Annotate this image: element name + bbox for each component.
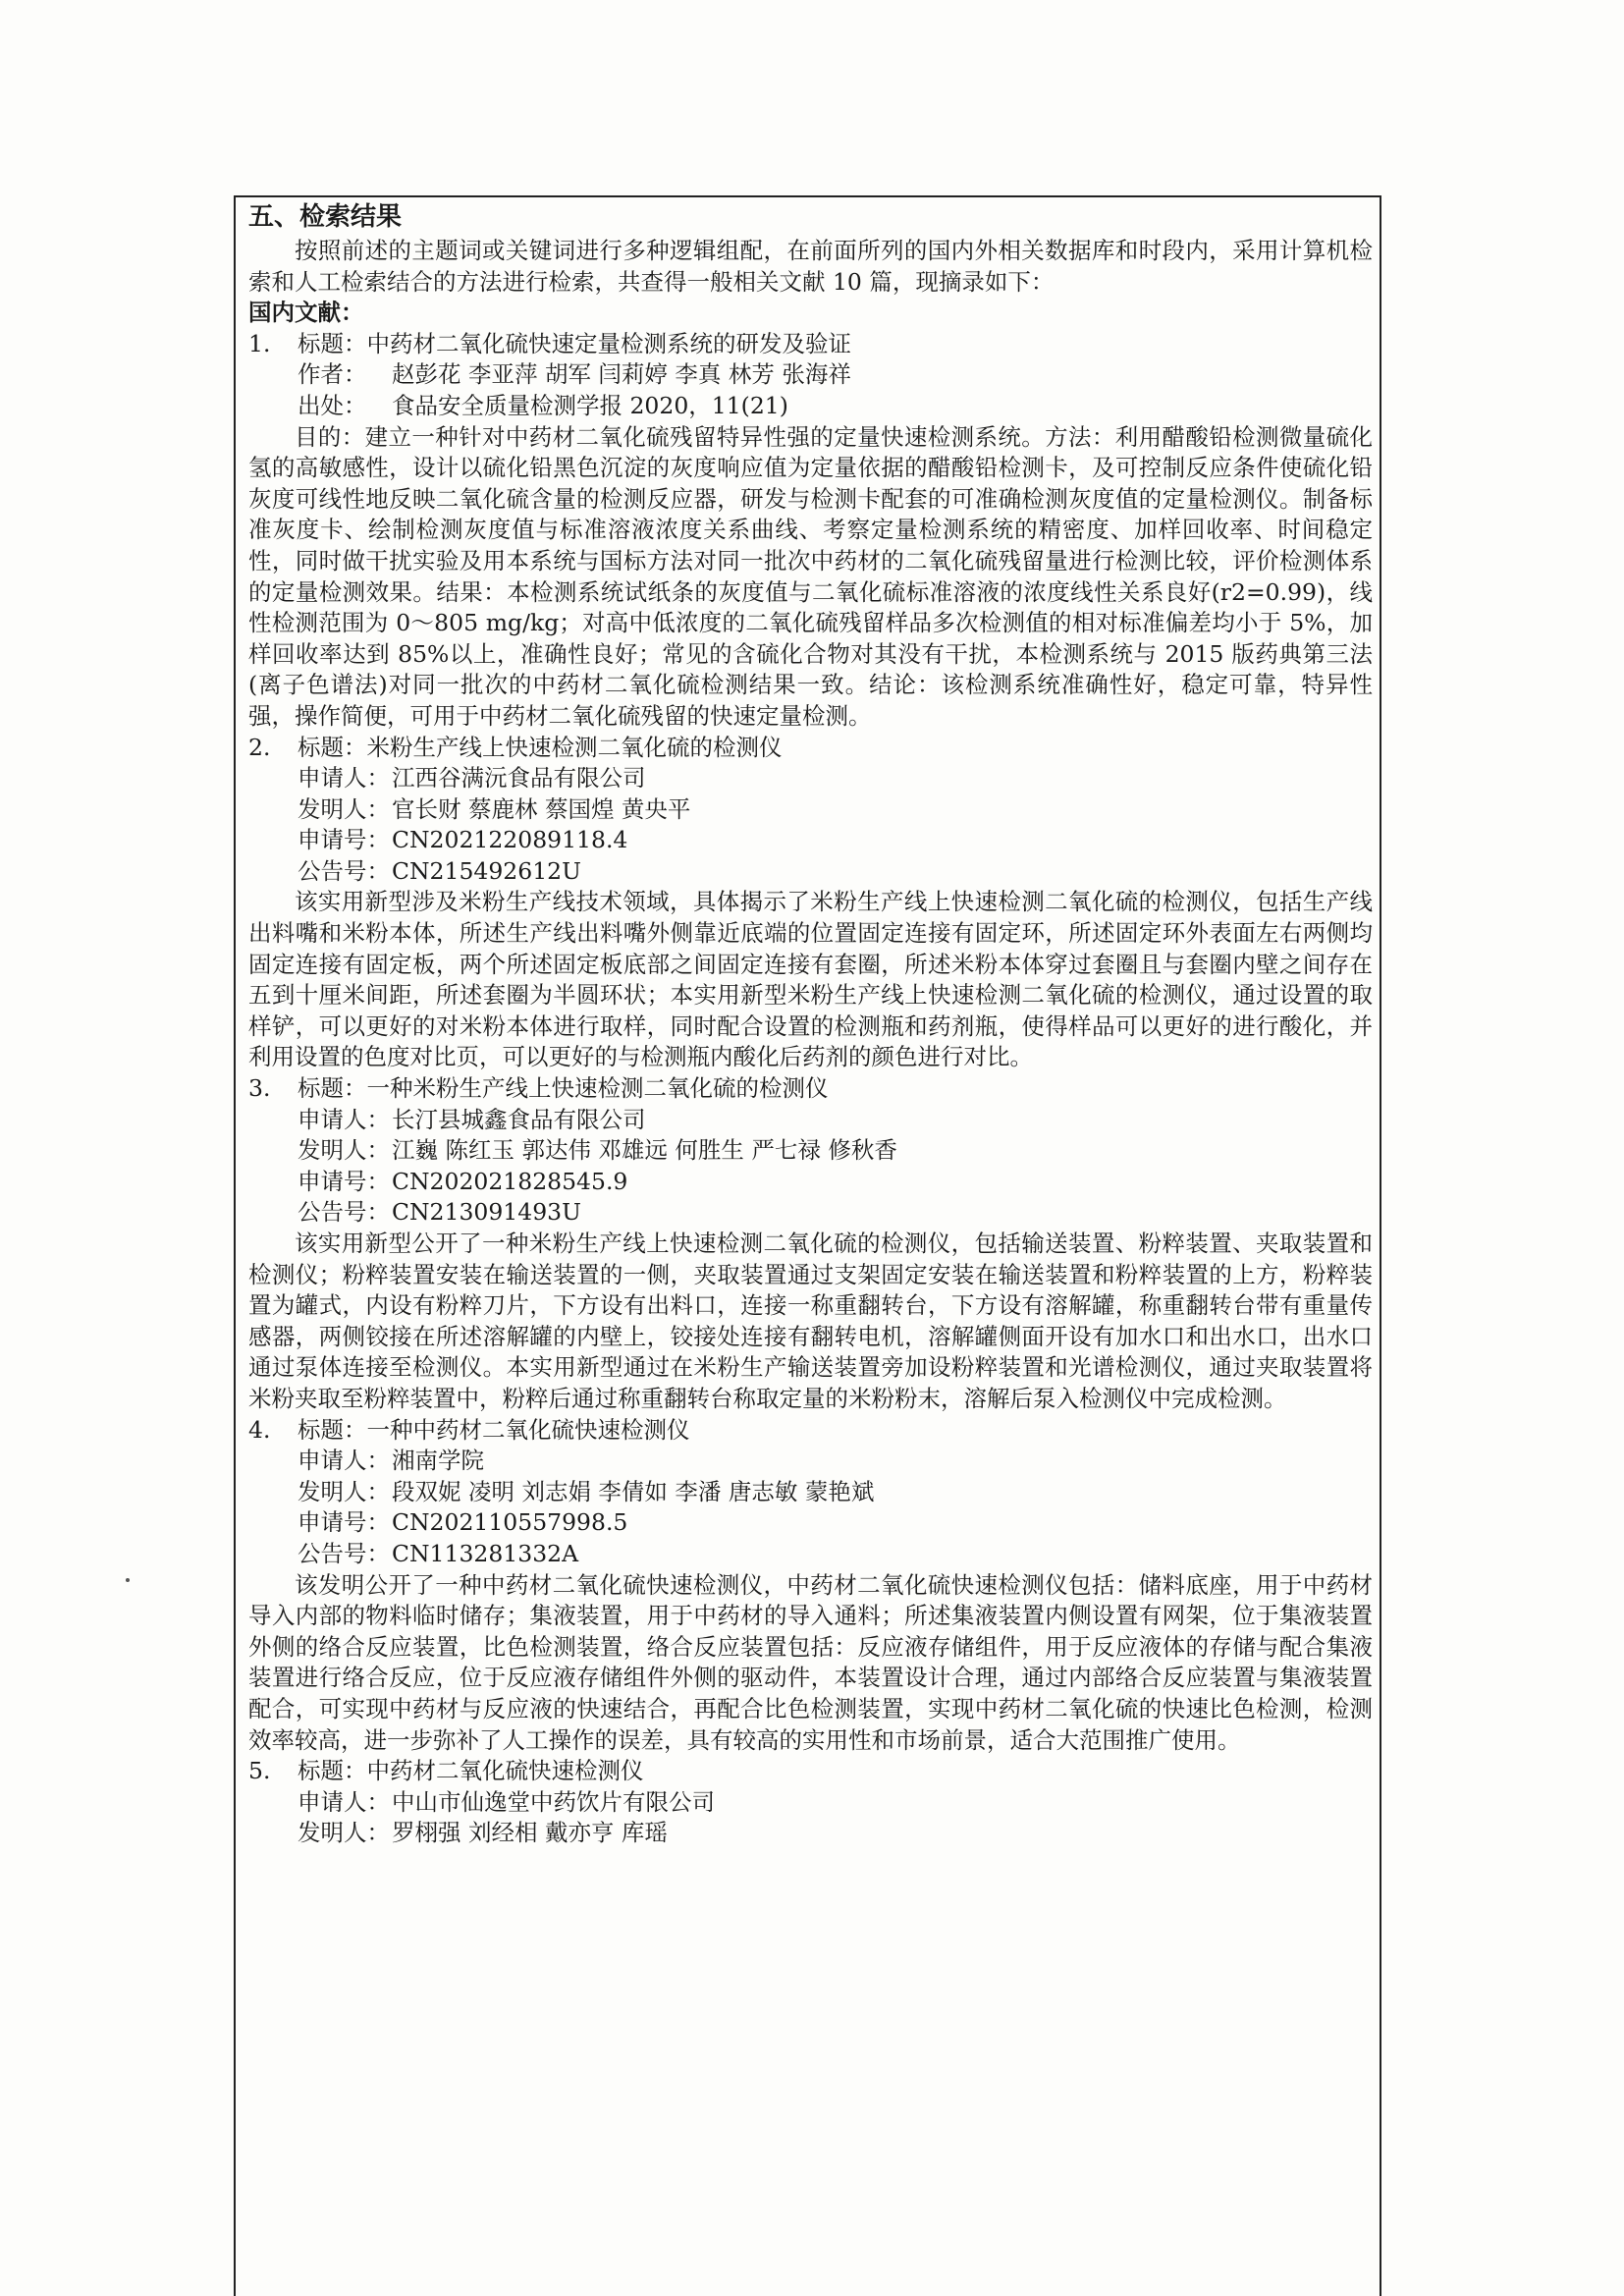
entry-abstract: 目的：建立一种针对中药材二氧化硫残留特异性强的定量快速检测系统。方法：利用醋酸铅检测微量硫化氢的高敏感性，设计以硫化铅黑色沉淀的灰度响应值为定量依据的醋酸铅检测卡，及可控制反应条件使硫化铅灰度可线性地反映二氧化硫含量的检测反应器，研发与检测卡配套的可准确检测灰度值的定量检测仪。制备标准灰度卡、绘制检测灰度值与标准溶液浓度关系曲线、考察定量检测系统的精密度、加样回收率、时间稳定性，同时做干扰实验及用本系统与国标方法对同一批次中药材的二氧化硫残留量进行检测比较，评价检测体系的定量检测效果。结果：本检测系统试纸条的灰度值与二氧化硫标准溶液的浓度线性关系良好(r2=0.99)，线性检测范围为 0～805 mg/kg；对高中低浓度的二氧化硫残留样品多次检测值的相对标准偏差均小于 5%，加样回收率达到 85%以上，准确性良好；常见的含硫化合物对其没有干扰，本检测系统与 2015 版药典第三法(离子色谱法)对同一批次的中药材二氧化硫检测结果一致。结论：该检测系统准确性好，稳定可靠，特异性强，操作简便，可用于中药材二氧化硫残留的快速定量检测。 (248, 422, 1373, 730)
field-value: 食品安全质量检测学报 2020，11(21) (392, 391, 788, 419)
field-label: 公告号： (298, 1198, 390, 1227)
entry-title: 标题：中药材二氧化硫快速定量检测系统的研发及验证 (298, 329, 851, 357)
field-label: 申请号： (298, 1508, 390, 1537)
entry-field (248, 1197, 1373, 1229)
field-label: 申请号： (298, 826, 390, 854)
entry-title: 标题：中药材二氧化硫快速检测仪 (298, 1757, 644, 1785)
document-content (248, 200, 1373, 1849)
entry-field (248, 1539, 1373, 1570)
entry-field (248, 359, 1373, 391)
intro-paragraph: 按照前述的主题词或关键词进行多种逻辑组配，在前面所列的国内外相关数据库和时段内，采用计算机检索和人工检索结合的方法进行检索，共查得一般相关文献 10 篇，现摘录如下： (248, 237, 1373, 296)
entry-abstract: 该发明公开了一种中药材二氧化硫快速检测仪，中药材二氧化硫快速检测仪包括：储料底座，用于中药材导入内部的物料临时储存；集液装置，用于中药材的导入通料；所述集液装置内侧设置有网架，位于集液装置外侧的络合反应装置，比色检测装置，络合反应装置包括：反应液存储组件，用于反应液体的存储与配合集液装置进行络合反应，位于反应液存储组件外侧的驱动件，本装置设计合理，通过内部络合反应装置与集液装置配合，可实现中药材与反应液的快速结合，再配合比色检测装置，实现中药材二氧化硫的快速比色检测，检测效率较高，进一步弥补了人工操作的误差，具有较高的实用性和市场前景，适合大范围推广使用。 (248, 1570, 1373, 1754)
entry-number: 5. (248, 1757, 271, 1785)
entry-field (248, 1167, 1373, 1198)
entry-field (248, 856, 1373, 888)
entry-field (248, 1477, 1373, 1508)
field-value: 中山市仙逸堂中药饮片有限公司 (392, 1787, 715, 1816)
entry-field (248, 1446, 1373, 1477)
literature-entry (248, 1073, 1373, 1415)
entry-list (248, 329, 1373, 1849)
entry-number: 1. (248, 329, 271, 357)
field-value: CN202110557998.5 (392, 1508, 628, 1537)
entry-title: 标题：一种中药材二氧化硫快速检测仪 (298, 1415, 690, 1444)
field-label: 作者： (298, 360, 367, 389)
field-label: 公告号： (298, 856, 390, 885)
field-label: 发明人： (298, 1136, 390, 1165)
domestic-literature-heading: 国内文献： (248, 299, 364, 327)
field-value: 段双妮 凌明 刘志娟 李倩如 李潘 唐志敏 蒙艳斌 (392, 1477, 875, 1505)
field-value: CN202021828545.9 (392, 1167, 628, 1195)
entry-title: 标题：米粉生产线上快速检测二氧化硫的检测仪 (298, 733, 783, 761)
literature-entry (248, 733, 1373, 1074)
field-label: 出处： (298, 391, 367, 419)
field-value: 罗栩强 刘经相 戴亦亨 库瑶 (392, 1819, 668, 1847)
field-label: 申请人： (298, 1105, 390, 1133)
entry-field (248, 825, 1373, 856)
field-value: 江巍 陈红玉 郭达伟 邓雄远 何胜生 严七禄 修秋香 (392, 1136, 897, 1165)
field-value: 江西谷满沅食品有限公司 (392, 764, 646, 793)
entry-title-line (248, 733, 1373, 764)
section-title: 五、检索结果 (248, 202, 403, 232)
field-value: 湘南学院 (392, 1447, 484, 1475)
literature-entry (248, 1415, 1373, 1757)
entry-title-line (248, 1756, 1373, 1787)
entry-number: 4. (248, 1415, 271, 1444)
field-label: 公告号： (298, 1539, 390, 1567)
entry-number: 3. (248, 1074, 271, 1103)
entry-field (248, 794, 1373, 826)
field-label: 申请人： (298, 1447, 390, 1475)
field-value: CN213091493U (392, 1198, 581, 1227)
scan-speck (126, 1578, 130, 1582)
field-value: CN113281332A (392, 1539, 579, 1567)
field-label: 发明人： (298, 794, 390, 823)
entry-field (248, 1787, 1373, 1819)
field-label: 申请号： (298, 1167, 390, 1195)
entry-title-line (248, 1073, 1373, 1105)
entry-field (248, 763, 1373, 794)
entry-field (248, 1507, 1373, 1539)
field-label: 申请人： (298, 1787, 390, 1816)
field-value: 赵彭花 李亚萍 胡军 闫莉婷 李真 林芳 张海祥 (392, 360, 851, 389)
entry-title-line (248, 1415, 1373, 1447)
field-value: 官长财 蔡鹿林 蔡国煌 黄央平 (392, 794, 691, 823)
entry-abstract: 该实用新型公开了一种米粉生产线上快速检测二氧化硫的检测仪，包括输送装置、粉粹装置、夹取装置和检测仪；粉粹装置安装在输送装置的一侧，夹取装置通过支架固定安装在输送装置和粉粹装置的上方，粉粹装置为罐式，内设有粉粹刀片，下方设有出料口，连接一称重翻转台，下方设有溶解罐，称重翻转台带有重量传感器，两侧铰接在所述溶解罐的内壁上，铰接处连接有翻转电机，溶解罐侧面开设有加水口和出水口，出水口通过泵体连接至检测仪。本实用新型通过在米粉生产输送装置旁加设粉粹装置和光谱检测仪，通过夹取装置将米粉夹取至粉粹装置中，粉粹后通过称重翻转台称取定量的米粉粉末，溶解后泵入检测仪中完成检测。 (248, 1230, 1373, 1412)
field-value: CN202122089118.4 (392, 826, 628, 854)
field-value: 长汀县城鑫食品有限公司 (392, 1105, 646, 1133)
field-label: 发明人： (298, 1477, 390, 1505)
entry-field (248, 391, 1373, 422)
entry-field (248, 1818, 1373, 1849)
field-label: 申请人： (298, 764, 390, 793)
literature-entry (248, 329, 1373, 733)
entry-field (248, 1105, 1373, 1136)
entry-field (248, 1135, 1373, 1167)
field-label: 发明人： (298, 1819, 390, 1847)
literature-entry (248, 1756, 1373, 1849)
entry-number: 2. (248, 733, 271, 761)
entry-title: 标题：一种米粉生产线上快速检测二氧化硫的检测仪 (298, 1074, 829, 1103)
field-value: CN215492612U (392, 856, 581, 885)
entry-title-line (248, 329, 1373, 360)
entry-abstract: 该实用新型涉及米粉生产线技术领域，具体揭示了米粉生产线上快速检测二氧化硫的检测仪，包括生产线出料嘴和米粉本体，所述生产线出料嘴外侧靠近底端的位置固定连接有固定环，所述固定环外表面左右两侧均固定连接有固定板，两个所述固定板底部之间固定连接有套圈，所述米粉本体穿过套圈且与套圈内壁之间存在五到十厘米间距，所述套圈为半圆环状；本实用新型米粉生产线上快速检测二氧化硫的检测仪，通过设置的取样铲，可以更好的对米粉本体进行取样，同时配合设置的检测瓶和药剂瓶，使得样品可以更好的进行酸化，并利用设置的色度对比页，可以更好的与检测瓶内酸化后药剂的颜色进行对比。 (248, 888, 1373, 1071)
